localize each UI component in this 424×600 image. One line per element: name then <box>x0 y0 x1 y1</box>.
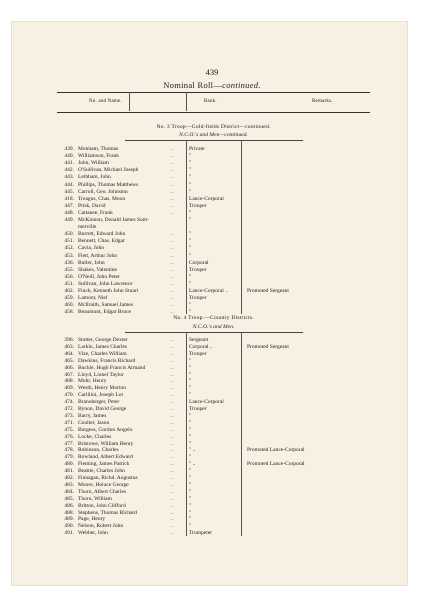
page-number: 439 <box>205 67 219 77</box>
row-rank: " <box>189 481 192 488</box>
row-number: 440. <box>64 153 74 160</box>
row-leader: .. <box>171 475 174 481</box>
column-rule <box>186 333 187 536</box>
row-leader: .. <box>171 195 174 202</box>
row-leader: .. <box>171 419 174 426</box>
row-leader: .. <box>171 350 174 357</box>
row-name: Branoberger, Peter <box>78 399 120 406</box>
row-number: 475. <box>64 426 74 433</box>
header-rank: Rank. <box>204 99 217 104</box>
table-row <box>0 406 424 412</box>
table-row <box>0 288 424 294</box>
table-row <box>0 441 424 447</box>
row-name: O'Sullivan, Michael Joseph <box>78 167 139 174</box>
row-rank: " <box>189 419 192 426</box>
row-rank: " <box>189 502 192 509</box>
row-rank: " <box>189 426 192 433</box>
table-row <box>0 427 424 433</box>
row-number: 464. <box>64 350 74 357</box>
table-row <box>0 447 424 453</box>
row-leader: .. <box>171 523 174 530</box>
row-leader: .. <box>171 153 174 160</box>
table-row <box>0 217 424 223</box>
row-name: Beattie, Charles John <box>78 468 125 475</box>
row-leader: .. <box>171 378 174 385</box>
row-number: 436. <box>64 259 74 266</box>
row-name: merville <box>78 224 97 231</box>
row-name: Bennett, Chas. Edgar <box>78 238 125 245</box>
table-row <box>0 475 424 481</box>
title-suffix: continued. <box>222 80 261 90</box>
row-rank: " <box>189 364 192 371</box>
table-row <box>0 238 424 244</box>
table-row <box>0 496 424 502</box>
row-leader: .. <box>171 174 174 181</box>
subtitle-rule <box>125 332 303 333</box>
table-row <box>0 160 424 166</box>
table-row <box>0 482 424 488</box>
row-rank: " <box>189 371 192 378</box>
row-rank: Corporal <box>189 259 209 266</box>
row-leader: .. <box>171 209 174 216</box>
row-rank: " <box>189 153 192 160</box>
row-rank: " <box>189 509 192 516</box>
table-row <box>0 530 424 536</box>
row-name: Finnagan, Richd. Augustus <box>78 475 138 481</box>
row-name: Sullivan, John Lawrence <box>78 280 133 287</box>
row-number: 450. <box>64 231 74 238</box>
row-leader: .. <box>171 454 174 461</box>
row-rank: " <box>189 160 192 167</box>
row-name: Moore, Horace George <box>78 481 129 488</box>
row-rank: Lance-Corporal <box>189 195 224 202</box>
row-remarks: Promoted Sergeant <box>247 343 289 350</box>
row-rank: " <box>189 209 192 216</box>
row-number: 451. <box>64 238 74 245</box>
column-rule <box>241 141 242 314</box>
row-leader: .. <box>171 231 174 238</box>
row-rank: " <box>189 433 192 440</box>
row-number: 473. <box>64 412 74 419</box>
table-row <box>0 510 424 516</box>
row-remarks: Promoted Sergeant <box>247 288 289 294</box>
row-rank: " <box>189 385 192 392</box>
row-rank: " <box>189 181 192 188</box>
row-rank: " <box>189 378 192 385</box>
row-name: Webber, John <box>78 530 108 537</box>
row-rank: " <box>189 245 192 252</box>
row-leader: .. <box>171 252 174 259</box>
row-leader: .. <box>171 426 174 433</box>
row-rank: " <box>189 174 192 181</box>
row-name: Bynon, David George <box>78 406 127 412</box>
row-leader: .. <box>171 502 174 509</box>
column-rule <box>186 141 187 314</box>
row-number: 444. <box>64 181 74 188</box>
table-row <box>0 420 424 426</box>
table-row <box>0 413 424 419</box>
row-rank: " <box>189 273 192 280</box>
row-name: Cattanee, Frank <box>78 209 113 216</box>
row-leader: .. <box>171 530 174 537</box>
row-number: 442. <box>64 167 74 174</box>
table-row <box>0 351 424 357</box>
table-row <box>0 224 424 230</box>
table-row <box>0 344 424 350</box>
row-leader: .. <box>171 406 174 412</box>
row-rank: Trooper <box>189 295 207 302</box>
row-leader: .. <box>171 385 174 392</box>
row-name: Robinson, Charles <box>78 447 119 454</box>
table-row <box>0 146 424 152</box>
row-name: Westh, Henry Morton <box>78 385 126 392</box>
row-name: O'Neill, John Peter <box>78 273 120 280</box>
row-number: 484. <box>64 488 74 495</box>
row-number: 465. <box>64 357 74 364</box>
row-rank: " <box>189 523 192 530</box>
row-leader: .. <box>171 309 174 316</box>
row-name: Larkin, James Charles <box>78 343 128 350</box>
row-rank: Lance-Corporal <box>189 399 224 406</box>
row-name: Monham, Thomas <box>78 146 119 152</box>
row-name: Buckle, Hugh Francis Armand <box>78 364 146 371</box>
row-name: Nelson, Robert John <box>78 523 124 530</box>
header-divider <box>186 92 187 111</box>
table-row <box>0 523 424 529</box>
row-rank: " <box>189 454 192 461</box>
row-number: 486. <box>64 502 74 509</box>
table-row <box>0 245 424 251</box>
table-row <box>0 210 424 216</box>
row-leader: .. <box>171 468 174 475</box>
row-name: Lloyd, Lionel Taylor <box>78 371 124 378</box>
row-name: Stephens, Thomas Richard <box>78 509 138 516</box>
table-row <box>0 385 424 391</box>
row-name: Cavia, John <box>78 245 104 252</box>
section-subtitle: N.C.O.'s and Men—continued. <box>179 132 248 138</box>
title-text: Nominal Roll <box>163 80 214 90</box>
row-rank: Private <box>189 146 205 152</box>
row-leader: .. <box>171 160 174 167</box>
row-leader: .. <box>171 495 174 502</box>
row-rank: " <box>189 516 192 523</box>
row-leader: .. <box>171 280 174 287</box>
row-number: 469. <box>64 385 74 392</box>
row-leader: .. <box>171 188 174 195</box>
row-number: 488. <box>64 509 74 516</box>
row-name: Mohr, Henry <box>78 378 107 385</box>
row-leader: .. <box>171 343 174 350</box>
row-name: Beaumont, Edgar Bruce <box>78 309 131 316</box>
table-row <box>0 392 424 398</box>
header-no-name: No. and Name. <box>89 99 122 104</box>
row-rank: " <box>189 280 192 287</box>
table-row <box>0 153 424 159</box>
row-name: McIlraith, Samuel James <box>78 302 133 309</box>
row-rank: Trumpeter <box>189 530 213 537</box>
table-row <box>0 274 424 280</box>
row-number: 443. <box>64 174 74 181</box>
row-rank: Trooper <box>189 406 207 412</box>
row-rank: " <box>189 238 192 245</box>
row-name: Barry, James <box>78 412 107 419</box>
table-row <box>0 203 424 209</box>
row-name: Carlilini, Joseph Lot <box>78 392 124 399</box>
row-rank: " .. <box>189 461 196 468</box>
row-number: 445. <box>64 188 74 195</box>
table-row <box>0 196 424 202</box>
row-number: 467. <box>64 371 74 378</box>
row-leader: .. <box>171 440 174 447</box>
row-leader: .. <box>171 337 174 343</box>
row-rank: " <box>189 188 192 195</box>
row-number: 491. <box>64 530 74 537</box>
row-number: 479. <box>64 454 74 461</box>
row-rank: " <box>189 167 192 174</box>
row-number: 451. <box>64 280 74 287</box>
row-rank: " <box>189 357 192 364</box>
table-row <box>0 167 424 173</box>
row-leader: .. <box>171 238 174 245</box>
row-number: 448. <box>64 209 74 216</box>
row-leader: .. <box>171 259 174 266</box>
row-name: McKinnon, Donald James Som- <box>78 217 149 223</box>
row-name: Flett, Arthur John <box>78 252 117 259</box>
row-number: 480. <box>64 461 74 468</box>
row-name: Locke, Charles <box>78 433 112 440</box>
table-row <box>0 253 424 259</box>
row-name: Coulter, Jason <box>78 419 110 426</box>
row-rank: Trooper <box>189 266 207 273</box>
row-rank: " .. <box>189 447 196 454</box>
row-number: 481. <box>64 468 74 475</box>
row-leader: .. <box>171 146 174 152</box>
table-row <box>0 281 424 287</box>
row-leader: .. <box>171 202 174 209</box>
table-row <box>0 461 424 467</box>
row-rank: " <box>189 309 192 316</box>
row-rank: " <box>189 495 192 502</box>
row-number: 441. <box>64 160 74 167</box>
header-remarks: Remarks. <box>312 99 333 104</box>
row-name: Rowland, Albert Edward <box>78 454 133 461</box>
row-leader: .. <box>171 412 174 419</box>
row-number: 456. <box>64 273 74 280</box>
row-number: 462. <box>64 288 74 294</box>
table-row <box>0 358 424 364</box>
row-leader: .. <box>171 357 174 364</box>
row-name: John, William <box>78 160 109 167</box>
row-number: 453. <box>64 252 74 259</box>
table-row <box>0 231 424 237</box>
row-number: 478. <box>64 447 74 454</box>
row-rank: Trooper <box>189 350 207 357</box>
row-number: 476. <box>64 433 74 440</box>
subtitle-rule <box>125 140 303 141</box>
section-subtitle: N.C.O.'s and Men. <box>192 324 235 330</box>
table-row <box>0 174 424 180</box>
row-name: Carroll, Geo. Johnston <box>78 188 128 195</box>
row-name: Dawkins, Francis Richard <box>78 357 136 364</box>
row-name: Butler, John <box>78 259 105 266</box>
row-rank: " <box>189 217 192 223</box>
row-rank: " <box>189 302 192 309</box>
row-number: 459. <box>64 295 74 302</box>
row-number: 470. <box>64 392 74 399</box>
row-leader: .. <box>171 461 174 468</box>
row-rank: " <box>189 440 192 447</box>
row-name: Britton, John Clifford <box>78 502 126 509</box>
row-leader: .. <box>171 245 174 252</box>
row-number: 439. <box>64 146 74 152</box>
table-row <box>0 337 424 343</box>
row-number: 452. <box>64 245 74 252</box>
row-name: Thorn, William <box>78 495 112 502</box>
table-row <box>0 365 424 371</box>
table-row <box>0 378 424 384</box>
row-number: 472. <box>64 406 74 412</box>
row-number: 463. <box>64 343 74 350</box>
row-rank: " <box>189 475 192 481</box>
row-name: Phillips, Thomas Matthews <box>78 181 139 188</box>
row-leader: .. <box>171 364 174 371</box>
row-rank: " <box>189 412 192 419</box>
row-leader: .. <box>171 167 174 174</box>
table-row <box>0 489 424 495</box>
row-name: Page, Henry <box>78 516 106 523</box>
row-leader: .. <box>171 302 174 309</box>
row-number: 489. <box>64 516 74 523</box>
row-leader: .. <box>171 509 174 516</box>
row-name: Fleming, James Patrick <box>78 461 130 468</box>
table-row <box>0 434 424 440</box>
row-number: 418. <box>64 195 74 202</box>
row-name: Shakes, Valentine <box>78 266 118 273</box>
row-rank: Trooper <box>189 202 207 209</box>
row-name: Lethbam, John <box>78 174 111 181</box>
table-row <box>0 468 424 474</box>
row-leader: .. <box>171 488 174 495</box>
row-remarks: Promoted Lance-Corporal <box>247 461 305 468</box>
row-number: 474. <box>64 399 74 406</box>
row-number: 458. <box>64 309 74 316</box>
row-leader: .. <box>171 481 174 488</box>
table-row <box>0 189 424 195</box>
row-leader: .. <box>171 433 174 440</box>
row-number: 447. <box>64 202 74 209</box>
row-number: 483. <box>64 481 74 488</box>
row-name: Finch, Kenneth John Stuart <box>78 288 139 294</box>
row-name: Burgess, Gordon Angelo <box>78 426 133 433</box>
table-row <box>0 295 424 301</box>
column-rule <box>241 333 242 536</box>
row-number: 482. <box>64 475 74 481</box>
row-number: 471. <box>64 419 74 426</box>
row-name: Burrett, Edward John <box>78 231 126 238</box>
row-rank: Corporal .. <box>189 343 213 350</box>
row-leader: .. <box>171 181 174 188</box>
row-rank: " <box>189 392 192 399</box>
row-remarks: Promoted Lance-Corporal <box>247 447 305 454</box>
table-row <box>0 399 424 405</box>
table-row <box>0 182 424 188</box>
row-rank: " <box>189 252 192 259</box>
row-name: Vize, Charles William <box>78 350 127 357</box>
row-leader: .. <box>171 273 174 280</box>
row-name: Stotter, George Dexter <box>78 337 128 343</box>
row-name: Prisk, David <box>78 202 106 209</box>
page-title: Nominal Roll—continued. <box>163 80 261 90</box>
table-row <box>0 516 424 522</box>
table-row <box>0 260 424 266</box>
row-rank: " <box>189 231 192 238</box>
row-leader: .. <box>171 288 174 294</box>
table-row <box>0 267 424 273</box>
row-number: 460. <box>64 302 74 309</box>
row-number: 455. <box>64 266 74 273</box>
row-number: 396. <box>64 337 74 343</box>
row-number: 449. <box>64 217 74 223</box>
row-rank: " <box>189 468 192 475</box>
row-number: 466. <box>64 364 74 371</box>
row-rank: " <box>189 488 192 495</box>
row-leader: .. <box>171 447 174 454</box>
row-leader: .. <box>171 399 174 406</box>
table-row <box>0 503 424 509</box>
row-leader: .. <box>171 392 174 399</box>
row-number: 477. <box>64 440 74 447</box>
row-leader: .. <box>171 516 174 523</box>
table-row <box>0 454 424 460</box>
row-name: Treagus, Chas. Moon <box>78 195 126 202</box>
row-number: 485. <box>64 495 74 502</box>
table-row <box>0 372 424 378</box>
table-header <box>57 92 370 113</box>
table-row <box>0 302 424 308</box>
row-name: Thorn, Albert Charles <box>78 488 127 495</box>
row-leader: .. <box>171 295 174 302</box>
row-number: 490. <box>64 523 74 530</box>
row-leader: .. <box>171 266 174 273</box>
header-divider <box>129 92 130 111</box>
row-leader: .. <box>171 371 174 378</box>
row-rank: Lance-Corporal .. <box>189 288 228 294</box>
row-name: Lamont, Niel <box>78 295 108 302</box>
row-number: 468. <box>64 378 74 385</box>
section-title: No. 4 Troop.—Country Districts. <box>173 315 254 321</box>
row-rank: Sergeant <box>189 337 209 343</box>
row-name: Bristowe, William Henry <box>78 440 134 447</box>
row-name: Williamson, Frank <box>78 153 120 160</box>
section-title: No. 3 Troop—Gold-fields District—continued. <box>156 124 271 130</box>
